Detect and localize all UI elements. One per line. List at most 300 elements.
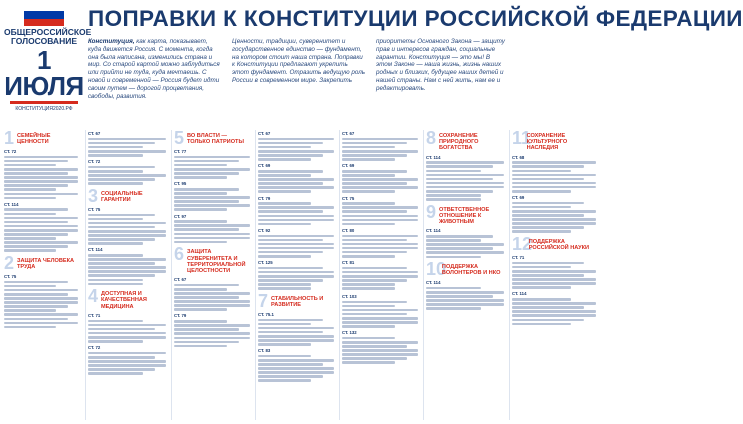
text-line-placeholder [88, 146, 143, 149]
text-line-placeholder [174, 233, 250, 236]
article-label: СТ. 67 [342, 131, 355, 136]
text-line-placeholder [258, 235, 334, 238]
text-line-placeholder [342, 287, 395, 290]
section-title: СОХРАНЕНИЕ ПРИРОДНОГО БОГАТСТВА [439, 133, 479, 152]
text-line-placeholder [88, 324, 166, 327]
text-line-placeholder [342, 138, 418, 141]
text-line-placeholder [426, 186, 504, 189]
text-line-placeholder [426, 247, 493, 250]
article-label: СТ. 79 [174, 313, 187, 319]
text-line-placeholder [258, 146, 311, 149]
text-line-placeholder [4, 249, 56, 252]
text-line-placeholder [342, 321, 418, 324]
article-label: СТ. 92 [258, 227, 271, 233]
text-line-placeholder [342, 251, 407, 254]
text-line-placeholder [88, 218, 143, 221]
text-line-placeholder [88, 340, 143, 343]
text-line-placeholder [342, 313, 407, 316]
article-label: СТ. 75.1 [258, 311, 274, 317]
text-line-placeholder [258, 251, 323, 254]
text-line-placeholder [342, 182, 407, 185]
text-line-placeholder [174, 172, 239, 175]
text-line-placeholder [342, 210, 407, 213]
text-line-placeholder [426, 198, 481, 201]
flag-stripe-blue [24, 11, 64, 18]
text-line-placeholder [258, 202, 311, 205]
text-line-placeholder [258, 327, 334, 330]
article-label: СТ. 72 [88, 345, 101, 351]
text-line-placeholder [342, 309, 418, 312]
logo-title: ОБЩЕРОССИЙСКОЕ ГОЛОСОВАНИЕ [4, 27, 92, 46]
amendment-column [4, 130, 78, 422]
text-line-placeholder [4, 281, 68, 284]
text-line-placeholder [512, 218, 596, 221]
text-line-placeholder [88, 142, 155, 145]
amendment-section [4, 252, 78, 328]
text-line-placeholder [174, 160, 239, 163]
text-line-placeholder [426, 287, 481, 290]
text-line-placeholder [174, 200, 239, 203]
text-line-placeholder [4, 176, 78, 179]
text-line-placeholder [258, 367, 334, 370]
article-label: СТ. 68 [512, 154, 525, 160]
column-divider [171, 130, 172, 420]
article-label: СТ. 79 [258, 195, 271, 201]
text-line-placeholder [258, 267, 323, 270]
text-line-placeholder [512, 226, 584, 229]
text-line-placeholder [174, 156, 250, 159]
page-title: ПОПРАВКИ К КОНСТИТУЦИИ РОССИЙСКОЙ ФЕДЕРАЦИИ [88, 6, 743, 31]
amendment-section [4, 130, 78, 252]
article-label: СТ. 97 [174, 213, 187, 219]
text-line-placeholder [426, 291, 504, 294]
text-line-placeholder [174, 237, 250, 240]
article-label: СТ. 71 [88, 312, 101, 318]
text-line-placeholder [258, 174, 311, 177]
text-line-placeholder [342, 325, 395, 328]
text-line-placeholder [88, 182, 143, 185]
text-line-placeholder [342, 150, 418, 153]
text-line-placeholder [342, 223, 395, 226]
text-line-placeholder [426, 182, 504, 185]
section-title: ОТВЕТСТВЕННОЕ ОТНОШЕНИЕ К ЖИВОТНЫМ [439, 206, 490, 226]
text-line-placeholder [426, 178, 493, 181]
text-line-placeholder [342, 202, 395, 205]
text-line-placeholder [512, 174, 596, 177]
text-line-placeholder [4, 322, 78, 325]
text-line-placeholder [258, 154, 323, 157]
article-label: СТ. 67 [258, 131, 271, 136]
text-line-placeholder [258, 359, 334, 362]
text-line-placeholder [258, 138, 334, 141]
text-line-placeholder [258, 158, 311, 161]
text-line-placeholder [512, 230, 571, 233]
text-line-placeholder [88, 214, 155, 217]
text-line-placeholder [174, 292, 250, 295]
text-line-placeholder [342, 275, 418, 278]
article-label: СТ. 67 [174, 277, 187, 283]
section-title: ПОДДЕРЖКА ВОЛОНТЕРОВ И НКО [441, 264, 501, 277]
text-line-placeholder [426, 243, 504, 246]
text-line-placeholder [88, 174, 166, 177]
article-label: СТ. 125 [258, 260, 273, 266]
amendment-section [342, 130, 418, 290]
text-line-placeholder [512, 165, 584, 168]
intro-text: приоритеты Основного Закона — защиту прав и интересов граждан, социальные гарантии. Конституция — это мы! В этом Законе — наша жизнь, жизнь наших родных и близких, будущее наших детей и нашей страны. Нам с ней жить, нам ее и редактировать. [376, 38, 505, 92]
section-number: 12 [512, 234, 533, 255]
amendment-column [342, 130, 418, 422]
text-line-placeholder [88, 166, 155, 169]
text-line-placeholder [258, 335, 334, 338]
text-line-placeholder [88, 234, 166, 237]
amendment-section [88, 130, 166, 185]
text-line-placeholder [174, 192, 227, 195]
text-line-placeholder [88, 372, 143, 375]
text-line-placeholder [174, 168, 250, 171]
text-line-placeholder [342, 186, 418, 189]
text-line-placeholder [342, 206, 418, 209]
vote-logo [4, 4, 92, 122]
text-line-placeholder [342, 357, 407, 360]
column-divider [423, 130, 424, 420]
text-line-placeholder [426, 170, 481, 173]
text-line-placeholder [342, 337, 395, 340]
text-line-placeholder [258, 243, 334, 246]
text-line-placeholder [4, 237, 56, 240]
column-divider [85, 130, 86, 420]
section-number: 7 [258, 290, 269, 311]
text-line-placeholder [88, 262, 155, 265]
text-line-placeholder [174, 208, 227, 211]
text-line-placeholder [426, 235, 493, 238]
text-line-placeholder [512, 262, 584, 265]
text-line-placeholder [512, 278, 596, 281]
article-label: СТ. 69 [258, 163, 271, 169]
section-number: 3 [88, 185, 99, 206]
text-line-placeholder [88, 154, 143, 157]
text-line-placeholder [88, 222, 166, 225]
text-line-placeholder [174, 320, 227, 323]
article-label: СТ. 114 [426, 280, 441, 286]
text-line-placeholder [88, 150, 166, 153]
text-line-placeholder [342, 279, 407, 282]
article-label: СТ. 114 [88, 247, 103, 253]
text-line-placeholder [258, 223, 311, 226]
text-line-placeholder [88, 254, 143, 257]
intro-paragraph-1 [88, 38, 222, 100]
text-line-placeholder [342, 247, 418, 250]
text-line-placeholder [88, 242, 143, 245]
article-label: СТ. 75 [88, 206, 101, 212]
amendment-section [88, 288, 166, 375]
text-line-placeholder [342, 271, 418, 274]
text-line-placeholder [4, 225, 78, 228]
article-label: СТ. 67 [88, 131, 101, 136]
section-number: 8 [426, 128, 437, 148]
text-line-placeholder [258, 178, 334, 181]
text-line-placeholder [426, 239, 481, 242]
text-line-placeholder [174, 341, 239, 344]
section-title: ЗАЩИТА ЧЕЛОВЕКА ТРУДА [17, 257, 75, 271]
intro-lead: Конституция, [88, 38, 135, 45]
article-label: СТ. 75 [342, 195, 355, 201]
text-line-placeholder [88, 226, 155, 229]
text-line-placeholder [174, 304, 250, 307]
text-line-placeholder [426, 161, 504, 164]
text-line-placeholder [258, 331, 323, 334]
text-line-placeholder [4, 208, 68, 211]
text-line-placeholder [258, 363, 323, 366]
section-header [4, 130, 78, 146]
section-header [426, 259, 504, 280]
section-header [426, 130, 504, 152]
text-line-placeholder [4, 164, 56, 167]
text-line-placeholder [342, 142, 407, 145]
article-label: СТ. 114 [426, 228, 441, 234]
text-line-placeholder [258, 323, 311, 326]
text-line-placeholder [88, 230, 166, 233]
text-line-placeholder [512, 190, 571, 193]
text-line-placeholder [512, 210, 596, 213]
text-line-placeholder [342, 170, 407, 173]
amendment-section [512, 130, 596, 233]
text-line-placeholder [4, 313, 78, 316]
text-line-placeholder [88, 328, 155, 331]
section-header [88, 185, 166, 206]
text-line-placeholder [4, 326, 56, 329]
text-line-placeholder [88, 332, 166, 335]
text-line-placeholder [174, 176, 227, 179]
text-line-placeholder [342, 255, 395, 258]
amendment-section [426, 130, 504, 201]
text-line-placeholder [88, 352, 166, 355]
article-label: СТ. 81 [342, 260, 355, 266]
text-line-placeholder [88, 258, 166, 261]
amendment-section [512, 236, 596, 325]
text-line-placeholder [4, 241, 78, 244]
text-line-placeholder [174, 224, 250, 227]
text-line-placeholder [4, 233, 68, 236]
text-line-placeholder [88, 336, 166, 339]
text-line-placeholder [88, 279, 143, 282]
article-label: СТ. 114 [512, 291, 527, 297]
text-line-placeholder [512, 302, 596, 305]
text-line-placeholder [258, 339, 334, 342]
text-line-placeholder [4, 184, 68, 187]
section-number: 11 [512, 128, 532, 148]
text-line-placeholder [4, 297, 78, 300]
amendment-section [174, 246, 250, 347]
text-line-placeholder [88, 320, 143, 323]
section-number: 5 [174, 128, 185, 148]
text-line-placeholder [258, 255, 311, 258]
text-line-placeholder [174, 308, 227, 311]
text-line-placeholder [258, 142, 323, 145]
text-line-placeholder [426, 256, 481, 259]
section-title: ДОСТУПНАЯ И КАЧЕСТВЕННАЯ МЕДИЦИНА [101, 291, 147, 310]
text-line-placeholder [4, 197, 56, 200]
text-line-placeholder [174, 332, 250, 335]
amendment-section [174, 130, 250, 243]
section-number: 6 [174, 244, 185, 265]
section-title: ЗАЩИТА СУВЕРЕНИТЕТА И ТЕРРИТОРИАЛЬНОЙ ЦЕЛОСТНОСТИ [187, 249, 246, 274]
text-line-placeholder [342, 349, 418, 352]
column-divider [509, 130, 510, 420]
text-line-placeholder [426, 299, 504, 302]
text-line-placeholder [258, 275, 334, 278]
text-line-placeholder [512, 319, 584, 322]
text-line-placeholder [258, 355, 311, 358]
logo-divider [10, 101, 78, 104]
text-line-placeholder [426, 165, 493, 168]
section-header [174, 130, 250, 146]
text-line-placeholder [4, 168, 78, 171]
text-line-placeholder [258, 319, 323, 322]
text-line-placeholder [342, 353, 418, 356]
text-line-placeholder [426, 174, 504, 177]
text-line-placeholder [174, 300, 250, 303]
amendment-section [342, 293, 418, 364]
text-line-placeholder [512, 186, 596, 189]
text-line-placeholder [4, 305, 68, 308]
text-line-placeholder [258, 343, 311, 346]
logo-site: КОНСТИТУЦИЯ2020.РФ [15, 106, 73, 112]
text-line-placeholder [174, 337, 250, 340]
section-title: ПОДДЕРЖКА РОССИЙСКОЙ НАУКИ [528, 239, 590, 252]
text-line-placeholder [426, 190, 493, 193]
text-line-placeholder [258, 215, 334, 218]
amendment-column [512, 130, 596, 422]
text-line-placeholder [258, 271, 334, 274]
text-line-placeholder [88, 238, 155, 241]
text-line-placeholder [88, 356, 155, 359]
text-line-placeholder [174, 196, 250, 199]
amendment-section [426, 261, 504, 310]
text-line-placeholder [342, 239, 407, 242]
section-title: ВО ВЛАСТИ — ТОЛЬКО ПАТРИОТЫ [187, 133, 244, 146]
text-line-placeholder [88, 270, 166, 273]
text-line-placeholder [342, 243, 418, 246]
section-header [174, 246, 250, 274]
text-line-placeholder [88, 178, 155, 181]
amendment-section [258, 290, 334, 382]
text-line-placeholder [342, 345, 407, 348]
text-line-placeholder [426, 307, 481, 310]
text-line-placeholder [174, 241, 227, 244]
text-line-placeholder [258, 150, 334, 153]
text-line-placeholder [4, 301, 78, 304]
text-line-placeholder [342, 305, 395, 308]
article-label: СТ. 132 [342, 330, 357, 336]
text-line-placeholder [512, 170, 571, 173]
text-line-placeholder [174, 188, 239, 191]
text-line-placeholder [4, 245, 68, 248]
text-line-placeholder [512, 214, 584, 217]
text-line-placeholder [174, 345, 227, 348]
text-line-placeholder [4, 217, 78, 220]
article-label: СТ. 83 [258, 348, 271, 354]
section-title: СТАБИЛЬНОСТЬ И РАЗВИТИЕ [271, 295, 324, 309]
text-line-placeholder [258, 287, 311, 290]
text-line-placeholder [512, 282, 596, 285]
section-header [88, 288, 166, 310]
intro-paragraph-3 [376, 38, 506, 93]
text-line-placeholder [512, 161, 596, 164]
text-line-placeholder [258, 219, 334, 222]
text-line-placeholder [342, 154, 407, 157]
amendment-column [426, 130, 504, 422]
amendment-column [258, 130, 334, 422]
text-line-placeholder [88, 360, 166, 363]
text-line-placeholder [258, 186, 334, 189]
text-line-placeholder [426, 295, 493, 298]
text-line-placeholder [342, 317, 418, 320]
text-line-placeholder [4, 309, 56, 312]
text-line-placeholder [4, 193, 78, 196]
text-line-placeholder [174, 284, 239, 287]
section-header [512, 234, 596, 255]
section-title: СОЦИАЛЬНЫЕ ГАРАНТИИ [101, 190, 143, 204]
section-number: 10 [426, 259, 447, 280]
section-number: 2 [4, 252, 15, 273]
text-line-placeholder [512, 270, 596, 273]
section-number: 4 [88, 286, 99, 307]
text-line-placeholder [4, 156, 78, 159]
section-header [426, 201, 504, 226]
section-header [4, 252, 78, 273]
article-label: СТ. 69 [512, 195, 525, 201]
amendment-section [426, 201, 504, 258]
article-label: СТ. 72 [4, 149, 17, 154]
text-line-placeholder [4, 285, 56, 288]
text-line-placeholder [426, 251, 504, 254]
text-line-placeholder [4, 293, 68, 296]
text-line-placeholder [512, 314, 596, 317]
text-line-placeholder [258, 210, 323, 213]
article-label: СТ. 114 [426, 154, 441, 160]
text-line-placeholder [88, 364, 166, 367]
flag-stripe-red [24, 19, 64, 26]
text-line-placeholder [258, 170, 323, 173]
text-line-placeholder [88, 368, 155, 371]
article-label: СТ. 71 [512, 255, 525, 261]
text-line-placeholder [342, 158, 395, 161]
text-line-placeholder [342, 283, 395, 286]
section-number: 1 [4, 128, 15, 148]
text-line-placeholder [258, 371, 334, 374]
text-line-placeholder [512, 306, 584, 309]
text-line-placeholder [342, 301, 407, 304]
amendment-column [174, 130, 250, 422]
text-line-placeholder [512, 298, 571, 301]
text-line-placeholder [4, 221, 68, 224]
text-line-placeholder [342, 178, 418, 181]
text-line-placeholder [512, 206, 571, 209]
text-line-placeholder [174, 288, 227, 291]
section-title: СЕМЕЙНЫЕ ЦЕННОСТИ [17, 133, 51, 146]
intro-text: Ценности, традиции, суверенитет и государственное единство — фундамент, на котором стоит наша страна. Поправки к Конституции предлагают укрепить этот фундамент. Отразить ведущую роль России в современном мире. Закрепить [232, 38, 366, 84]
text-line-placeholder [174, 328, 239, 331]
text-line-placeholder [4, 180, 78, 183]
section-title: СОХРАНЕНИЕ КУЛЬТУРНОГО НАСЛЕДИЯ [526, 133, 568, 152]
text-line-placeholder [512, 202, 584, 205]
text-line-placeholder [258, 379, 311, 382]
text-line-placeholder [512, 286, 571, 289]
intro-text: как карта, показывает, куда движется Россия. С момента, когда она была написана, изменились страна и мир. Со старой картой можно заблудиться или прийти не туда, куда мечтаешь. С новой и современной — Россия будет идти своим путем — дорогой процветания, свободы, развития. [88, 38, 220, 100]
text-line-placeholder [342, 219, 418, 222]
text-line-placeholder [174, 228, 239, 231]
text-line-placeholder [88, 138, 166, 141]
